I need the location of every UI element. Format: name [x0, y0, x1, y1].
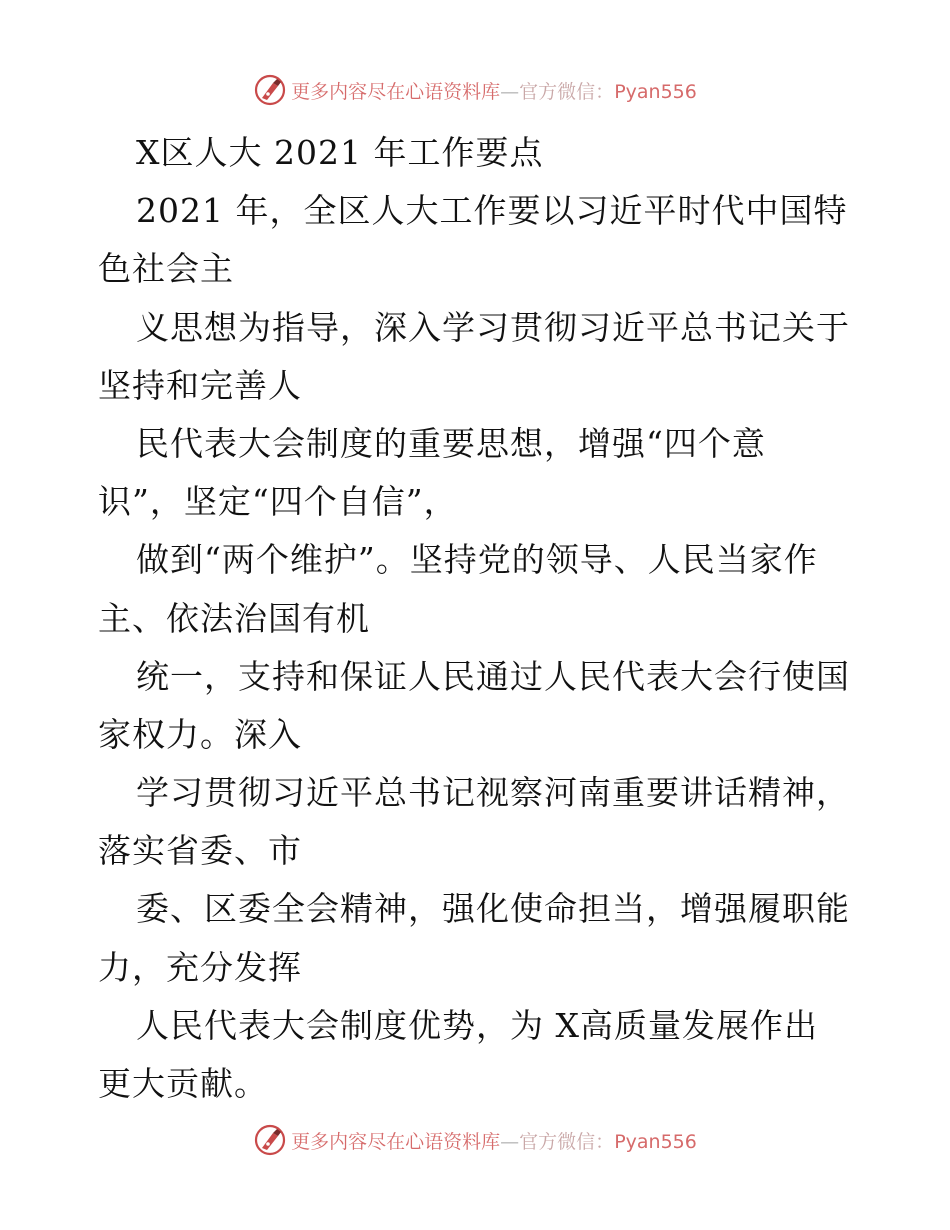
- document-body: [98, 124, 858, 1113]
- header-watermark-text: [291, 77, 697, 104]
- paragraph-line: 做到“两个维护”。坚持党的领导、人民当家作: [136, 540, 818, 580]
- pen-nib-logo-icon: [253, 1123, 287, 1157]
- banner-separator: —: [500, 1130, 520, 1153]
- paragraph-line: 委、区委全会精神，强化使命担当，增强履职能: [136, 889, 850, 929]
- banner-main-text: 更多内容尽在心语资料库: [291, 80, 501, 103]
- paragraph-line: 人民代表大会制度优势，为 X高质量发展作出: [136, 1005, 818, 1045]
- pen-nib-logo-icon: [253, 73, 287, 107]
- document-title: X区人大 2021 年工作要点: [136, 133, 544, 172]
- paragraph-line: 统一，支持和保证人民通过人民代表大会行使国: [136, 656, 850, 696]
- paragraph-line: 家权力。深入: [98, 714, 302, 754]
- banner-contact-label: 官方微信：: [519, 80, 615, 103]
- header-watermark-banner: [0, 70, 950, 110]
- paragraph-line: 力，充分发挥: [98, 947, 302, 987]
- banner-main-text: 更多内容尽在心语资料库: [291, 1130, 501, 1153]
- paragraph-line: 更大贡献。: [98, 1064, 268, 1103]
- paragraph-line: 主、依法治国有机: [98, 598, 370, 638]
- paragraph-line: 民代表大会制度的重要思想，增强“四个意: [136, 423, 766, 463]
- paragraph-line: 落实省委、市: [98, 831, 302, 871]
- footer-watermark-text: [291, 1127, 697, 1154]
- footer-watermark-banner: [0, 1120, 950, 1160]
- banner-contact-id: Pyan556: [614, 80, 697, 103]
- paragraph-line: 识”，坚定“四个自信”，: [98, 482, 458, 522]
- paragraph-line: 坚持和完善人: [98, 365, 302, 405]
- banner-separator: —: [500, 80, 520, 103]
- paragraph-line: 学习贯彻习近平总书记视察河南重要讲话精神，: [136, 773, 850, 813]
- paragraph-line: 色社会主: [98, 249, 234, 289]
- banner-contact-label: 官方微信：: [519, 1130, 615, 1153]
- banner-contact-id: Pyan556: [614, 1130, 697, 1153]
- paragraph-line: 2021 年，全区人大工作要以习近平时代中国特: [136, 191, 848, 231]
- paragraph-line: 义思想为指导，深入学习贯彻习近平总书记关于: [136, 307, 850, 347]
